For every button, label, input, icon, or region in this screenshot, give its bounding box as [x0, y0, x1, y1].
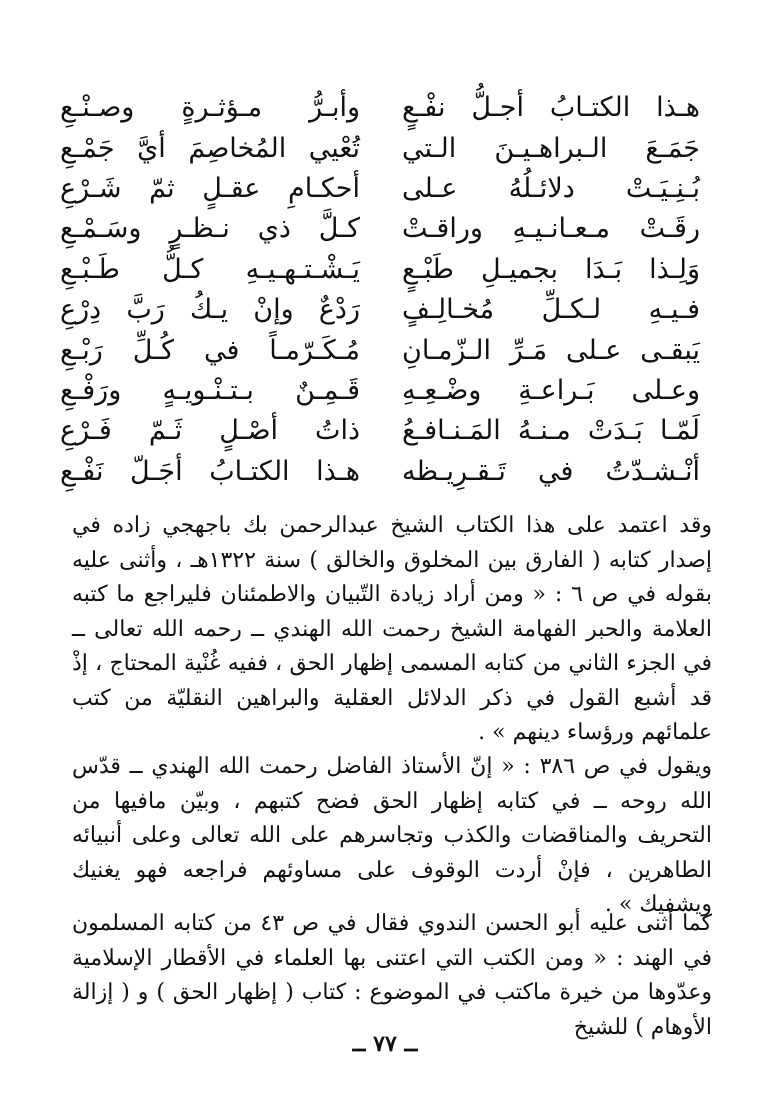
- verse-first-hemistich: فـيـهِ لـكـلِّ مُخـالِـفٍ: [402, 294, 700, 326]
- verse-first-hemistich: رقَـتْ مـعـانـيـهِ وراقـتْ: [402, 213, 700, 245]
- verse-second-hemistich: يَـشْـتـهـيـهِ كـلُّ طَـبْـعِ: [60, 253, 360, 285]
- verse-first-hemistich: لَمّـا بَـدَتْ مـنـهُ المَـنـافـعُ: [402, 415, 700, 447]
- verse-second-hemistich: ذاتُ أصْـلٍ ثَـمّ فَـرْعِ: [60, 415, 360, 447]
- verse-second-hemistich: أحكـامِ عقـلٍ ثمّ شَـرْعِ: [60, 172, 360, 204]
- paragraph-bajahji-citation: وقد اعتمد على هذا الكتاب الشيخ عبدالرحمن بك باجهجي زاده في إصدار كتابه ( الفارق بين المخلوق والخالق ) سنة ١٣٢٢هـ ، وأثنى عليه بقوله في ص ٦ : « ومن أراد زيادة التّبيان والاطمئنان فليراجع ما كتبه العلامة والحبر الفهامة الشيخ رحمت الله الهندي ــ رحمه الله تعالى ــ في الجزء الثاني من كتابه المسمى إظهار الحق ، ففيه غُنْية المحتاج ، إذْ قد أشبع القول في ذكر الدلائل العقلية والبراهين النقليّة من كتب علمائهم ورؤساء دينهم » .: [72, 513, 712, 745]
- poem-verse: [60, 330, 700, 370]
- poem-verse: [60, 290, 700, 330]
- verse-first-hemistich: أنْـشـدّتُ في تَـقـرِيـظه: [402, 455, 700, 487]
- verse-first-hemistich: يَبقـى عـلى مَـرِّ الـزّمـانِ: [402, 334, 700, 366]
- poem-verse: [60, 88, 700, 128]
- verse-second-hemistich: قَـمِـنٌ بـتـنْـويـهٍ ورَفْـعِ: [60, 374, 360, 406]
- verse-first-hemistich: بُـنِـيَـتْ دلائـلُهُ عـلى: [402, 172, 700, 204]
- verse-second-hemistich: تُعْيي المُخاصِمَ أيَّ جَمْـعِ: [60, 132, 360, 164]
- poem-verse: [60, 452, 700, 492]
- poem-verse: [60, 250, 700, 290]
- verse-second-hemistich: رَدْعٌ وإنْ يـكُ رَبَّ دِرْعِ: [60, 294, 360, 326]
- verse-first-hemistich: وَلِـذا بَـدَا بجميـلِ طَبْـعٍ: [402, 253, 700, 285]
- verse-second-hemistich: كـلَّ ذي نـظـرٍ وسَـمْـعِ: [60, 213, 360, 245]
- verse-second-hemistich: مُـكَـرّمـاً في كُـلِّ رَبْـعِ: [60, 334, 360, 366]
- verse-second-hemistich: هـذا الكتـابُ أجَـلّ نَفْـعِ: [60, 455, 360, 487]
- paragraph-page-386-quote: ويقول في ص ٣٨٦ : « إنّ الأستاذ الفاضل رحمت الله الهندي ــ قدّس الله روحه ــ في كتابه إظهار الحق فضح كتبهم ، وبيّن مافيها من التحريف والمناقضات والكذب وتجاسرهم على الله تعالى وعلى أنبيائه الطاهرين ، فإنْ أردت الوقوف على مساوئهم فراجعه فهو يغنيك ويشفيك » .: [72, 754, 713, 917]
- poem-verse: [60, 411, 700, 451]
- verse-first-hemistich: وعـلى بَـراعـةِ وضْـعِـهِ: [402, 374, 700, 406]
- paragraph-nadwi-praise: كما أثنى عليه أبو الحسن الندوي فقال في ص ٤٣ من كتابه المسلمون في الهند : « ومن الكتب التي اعتنى بها العلماء في الأقطار الإسلامية وعدّوها من خيرة ماكتب في الموضوع : كتاب ( إظهار الحق ) و ( إزالة الأوهام ) للشيخ: [72, 911, 712, 1040]
- verse-first-hemistich: هـذا الكتـابُ أجـلُّ نفْـعٍ: [402, 92, 700, 124]
- page-number: ــ ٧٧ ــ: [352, 1031, 418, 1057]
- verse-first-hemistich: جَمَـعَ الـبراهـيـنَ الـتي: [402, 132, 700, 164]
- poem-verse: [60, 169, 700, 209]
- poem: [60, 88, 700, 492]
- verse-second-hemistich: وأبـرُّ مـؤثـرةٍ وصـنْـعِ: [60, 92, 360, 124]
- poem-verse: [60, 371, 700, 411]
- poem-verse: [60, 128, 700, 168]
- poem-verse: [60, 209, 700, 249]
